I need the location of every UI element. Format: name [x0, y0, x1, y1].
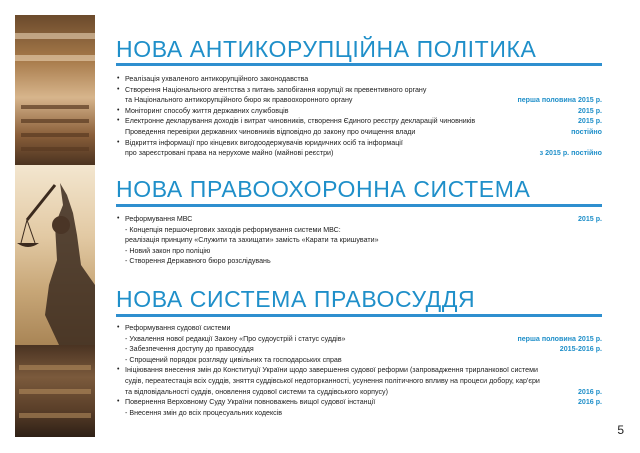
date-label: перша половина 2015 р. — [517, 334, 602, 343]
page-number: 5 — [617, 423, 624, 437]
list-item: про зареєстровані права на нерухоме майно (майнові реєстри) з 2015 р. постійно — [125, 149, 602, 158]
section-divider — [116, 204, 602, 207]
list-item: • Моніторинг способу життя державних службовців 2015 р. — [117, 106, 602, 115]
list-item: • Реалізація ухваленого антикорупційного законодавства — [117, 75, 309, 83]
list-item: • Електронне декларування доходів і витрат чиновників, створення Єдиного реєстру декларацій чиновників 2015 р. — [117, 117, 602, 126]
list-item: • Реформування МВС 2015 р. — [117, 215, 602, 223]
parliament-hall-photo — [15, 15, 95, 165]
photo-strip — [15, 15, 95, 437]
section-title: НОВА ПРАВООХОРОННА СИСТЕМА — [116, 176, 531, 202]
section-divider — [116, 63, 602, 66]
list-item: - Забезпечення доступу до правосуддя 2015-2016 р. — [125, 345, 602, 354]
date-label: 2016 р. — [577, 387, 602, 396]
list-item: • Ініціювання внесення змін до Конституції України щодо завершення судової реформи (запровадження трирланкової системи — [117, 366, 538, 375]
item-list — [116, 74, 602, 159]
list-item: - Спрощений порядок розгляду цивільних та господарських справ — [125, 355, 342, 364]
list-item: та відповідальності суддів, оновлення судової системи та суддівського корпусу) 2016 р. — [125, 387, 602, 396]
section-title: НОВА АНТИКОРУПЦІЙНА ПОЛІТИКА — [116, 36, 537, 62]
date-label: 2015 р. — [577, 117, 602, 126]
list-item: - Новий закон про поліцію — [125, 246, 211, 255]
list-item: • Відкриття інформації про кінцевих вигодоодержувачів юридичних осіб та інформації — [117, 138, 403, 147]
item-list — [116, 214, 602, 267]
date-label: 2015-2016 р. — [559, 345, 602, 354]
list-item: реалізація принципу «Служити та захищати» замість «Карати та кришувати» — [125, 236, 379, 245]
list-item: - Ухвалення нової редакції Закону «Про судоустрій і статус суддів» перша половина 2015 р. — [125, 334, 602, 343]
list-item: • Повернення Верховному Суду України повноважень вищої судової інстанції 2016 р. — [117, 398, 602, 407]
list-item: судів, переатестація всіх суддів, зняття суддівської недоторканності, усунення політичного впливу на процеси добору, кар'єри — [125, 376, 540, 385]
date-label: 2015 р. — [577, 106, 602, 115]
section-divider — [116, 314, 602, 317]
lady-justice-statue-photo — [15, 165, 95, 345]
list-item: - Створення Державного бюро розслідувань — [125, 257, 271, 266]
date-label: постійно — [571, 127, 602, 136]
list-item: Проведення перевірки державних чиновників відповідно до закону про очищення влади постійно — [125, 127, 602, 136]
list-item: та Національного антикорупційного бюро як правоохоронного органу перша половина 2015 р. — [125, 96, 602, 105]
list-item: • Створення Національного агентства з питань запобігання корупції як превентивного органу — [117, 85, 427, 94]
date-label: перша половина 2015 р. — [517, 96, 602, 105]
date-label: з 2015 р. постійно — [539, 149, 602, 158]
list-item: - Концепція першочергових заходів реформування системи МВС: — [125, 225, 341, 234]
courtroom-photo — [15, 345, 95, 437]
date-label: 2015 р. — [577, 215, 602, 223]
date-label: 2016 р. — [577, 398, 602, 407]
item-list — [116, 323, 602, 418]
statue-silhouette-icon — [15, 165, 95, 345]
section-title: НОВА СИСТЕМА ПРАВОСУДДЯ — [116, 286, 476, 312]
list-item: - Внесення змін до всіх процесуальних кодексів — [125, 408, 283, 417]
list-item: • Реформування судової системи — [117, 324, 231, 332]
